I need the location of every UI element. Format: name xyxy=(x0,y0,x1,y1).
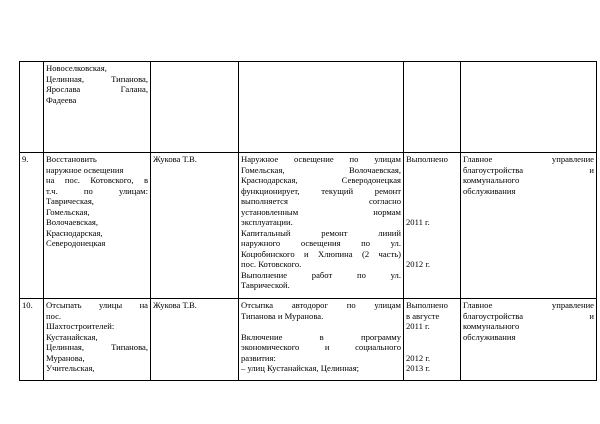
task-cell xyxy=(44,62,151,153)
task-line: Кустанайская, xyxy=(46,331,98,342)
result-line: Капитальный ремонт линий xyxy=(241,227,401,238)
task-line: на пос. Котовского, в xyxy=(46,175,148,185)
executor-line: Главное управление xyxy=(463,154,594,164)
table-row xyxy=(20,299,597,381)
result-line: эксплуатации. xyxy=(241,217,293,227)
task-cell xyxy=(44,299,151,381)
result-line: пос. Котовского. xyxy=(241,259,302,269)
executor-cell xyxy=(461,153,597,299)
responsible-cell: Жукова Т.В. xyxy=(151,299,239,381)
row-number: 10. xyxy=(20,299,44,381)
result-line: Краснодарская, Северодонецкая xyxy=(241,175,401,185)
task-cell xyxy=(44,153,151,299)
result-line: Наружное освещение по улицам xyxy=(241,154,401,164)
task-line: Северодонецкая xyxy=(46,238,106,248)
status-cell xyxy=(404,299,461,381)
task-line: Ярослава Галана, xyxy=(46,84,148,94)
task-line: Учительская, xyxy=(46,363,95,373)
responsible-cell: Жукова Т.В. xyxy=(151,153,239,299)
result-line: наружного освещения по ул. xyxy=(241,238,401,248)
result-line: Таврической. xyxy=(241,280,290,290)
task-line: Восстановить xyxy=(46,154,97,164)
result-line: выполняется согласно xyxy=(241,196,401,206)
executor-cell xyxy=(461,299,597,381)
task-line: Муранова, xyxy=(46,352,85,363)
status-line: Выполнено xyxy=(406,154,448,164)
table-row xyxy=(20,153,597,299)
task-line: Новоселковская, xyxy=(46,63,107,73)
task-line: Фадеева xyxy=(46,94,77,105)
executor-line: обслуживания xyxy=(463,331,516,342)
status-line: в августе xyxy=(406,310,440,321)
task-line: пос. xyxy=(46,310,62,321)
result-line: установленным нормам xyxy=(241,206,401,217)
executor-line: благоустройства и xyxy=(463,310,594,321)
task-line: Краснодарская, xyxy=(46,227,103,238)
status-cell xyxy=(404,153,461,299)
row-number xyxy=(20,62,44,153)
plan-table xyxy=(19,61,597,381)
result-line: развития: xyxy=(241,352,276,363)
result-line: Типанова и Муранова. xyxy=(241,310,324,321)
result-line: – улиц Кустанайская, Целинная; xyxy=(241,363,360,373)
task-line: Шахтостроителей: xyxy=(46,321,115,331)
result-cell xyxy=(239,153,404,299)
status-line: 2011 г. xyxy=(406,217,430,227)
result-line: Отсыпка автодорог по улицам xyxy=(241,300,401,310)
status-line: 2012 г. xyxy=(406,259,431,269)
task-line: Отсыпать улицы на xyxy=(46,300,148,310)
task-line: наружное освещения xyxy=(46,164,124,175)
task-line: Таврическая, xyxy=(46,196,94,206)
executor-line: Главное управление xyxy=(463,300,594,310)
result-line: Коцюбинского и Хлюпина (2 часть) xyxy=(241,248,401,259)
task-line: Гомельская, xyxy=(46,206,90,217)
executor-line: коммунального xyxy=(463,175,520,185)
task-line: Целинная, Типанова, xyxy=(46,342,148,352)
task-line: Целинная, Типанова, xyxy=(46,73,148,84)
status-line: Выполнено xyxy=(406,300,448,310)
status-line: 2013 г. xyxy=(406,363,431,373)
task-line: т.ч. по улицам: xyxy=(46,185,148,196)
result-line: Включение в программу xyxy=(241,331,401,342)
result-line: Гомельская, Волочаевская, xyxy=(241,164,401,175)
row-number: 9. xyxy=(20,153,44,299)
result-line: Выполнение работ по ул. xyxy=(241,269,401,280)
result-line: функционирует, текущий ремонт xyxy=(241,185,401,196)
result-cell xyxy=(239,299,404,381)
result-line: экономического и социального xyxy=(241,342,401,352)
result-cell xyxy=(239,62,404,153)
executor-line: коммунального xyxy=(463,321,520,331)
executor-line: благоустройства и xyxy=(463,164,594,175)
table-row xyxy=(20,62,597,153)
responsible-cell xyxy=(151,62,239,153)
executor-cell xyxy=(461,62,597,153)
status-line: 2011 г. xyxy=(406,321,430,331)
status-cell xyxy=(404,62,461,153)
executor-line: обслуживания xyxy=(463,185,516,196)
task-line: Волочаевская, xyxy=(46,217,99,227)
status-line: 2012 г. xyxy=(406,352,431,363)
